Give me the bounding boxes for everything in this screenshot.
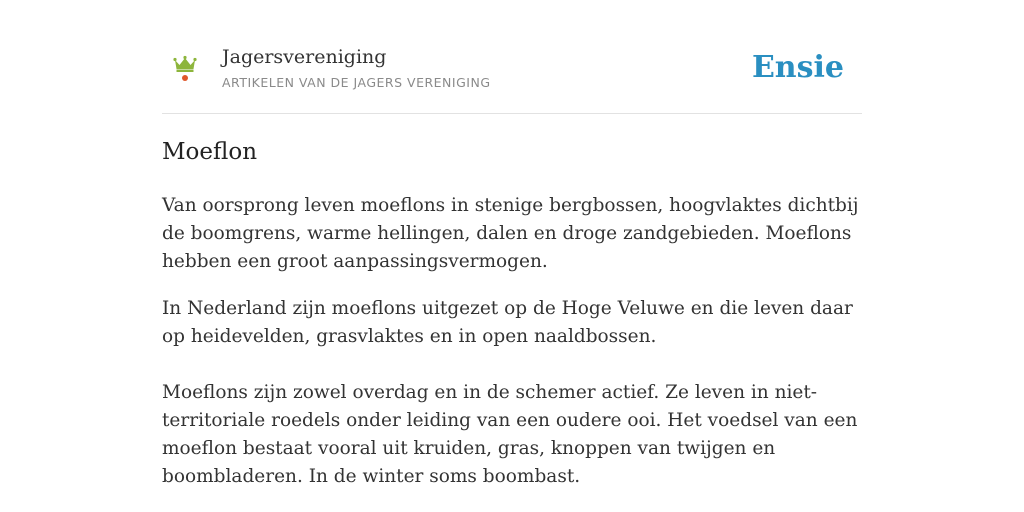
org-subtitle: ARTIKELEN VAN DE JAGERS VERENIGING (222, 75, 491, 90)
header (162, 0, 862, 114)
crown-icon[interactable] (172, 54, 198, 84)
article-paragraph: In Nederland zijn moeflons uitgezet op de Hoge Veluwe en die leven daar op heidevelden, grasvlaktes en in open naaldbossen. (162, 298, 853, 347)
brand-logo[interactable]: Ensie (751, 50, 844, 85)
article-paragraph: Moeflons zijn zowel overdag en in de schemer actief. Ze leven in niet-territoriale roedels onder leiding van een oudere ooi. Het voedsel van een moeflon bestaat vooral uit kruiden, gras, knoppen van twijgen en boombladeren. In de winter soms boombast. (162, 382, 858, 487)
article-paragraph: Van oorsprong leven moeflons in stenige bergbossen, hoogvlaktes dichtbij de boomgrens, warme hellingen, dalen en droge zandgebieden. Moeflons hebben een groot aanpassingsvermogen. (162, 195, 859, 272)
org-name[interactable]: Jagersvereniging (222, 46, 387, 68)
article (162, 136, 862, 491)
article-title: Moeflon (162, 139, 258, 165)
